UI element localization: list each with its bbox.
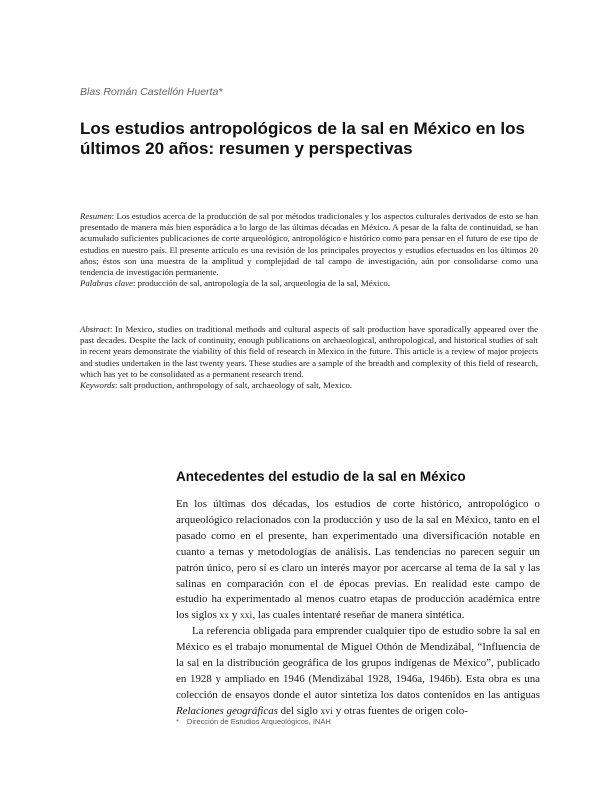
resumen-label: Resumen — [80, 211, 112, 221]
palabras-clave-text: : producción de sal, antropología de la sal, arqueología de la sal, México. — [133, 278, 390, 289]
paper-title: Los estudios antropológicos de la sal en México en los últimos 20 años: resumen y perspectivas — [80, 119, 525, 158]
abstract-block — [80, 324, 538, 391]
palabras-clave-label: Palabras clave — [80, 278, 134, 289]
relaciones-geograficas-title: Relaciones geográficas — [176, 704, 278, 717]
author-name: Blas Román Castellón Huerta* — [80, 86, 223, 98]
footnote-mark: * — [176, 717, 179, 726]
century-xvi: xvi — [320, 705, 333, 716]
resumen-text: : Los estudios acerca de la producción de sal por métodos tradicionales y los aspectos culturales derivados de esto se han presentado de manera más bien esporádica a lo largo de las últimas décadas en México. A pesar de la falta de continuidad, se han acumulado suficientes publicaciones de corte arqueológico, antropológico e histórico como para pensar en el futuro de ese tipo de estudios en nuestro país. El presente artículo es una revisión de los principales proyectos y estudios efectuados en los últimos 20 años; éstos son una muestra de la amplitud y complejidad de tal campo de investigación, aún por consolidarse como una tendencia de investigación permanente. — [80, 211, 538, 278]
palabras-clave-paragraph — [80, 278, 538, 289]
body-paragraph-1: En los últimas dos décadas, los estudios de corte histórico, antropológico o arqueológico relacionados con la producción y uso de la sal en México, tanto en el pasado como en el presente, han experimentado una diversificación notable en cuanto a temas y metodologías de análisis. Las tendencias no parecen seguir un patrón único, pero sí es claro un interés mayor por acercarse al tema de la sal y las salinas en comparación con el de épocas previas. En realidad este campo de estudio ha experimentado al menos cuatro etapas de producción académica entre los siglos xx y xxi, las cuales intentaré reseñar de manera sintética. — [176, 498, 540, 622]
century-xxi: xxi — [240, 610, 253, 621]
keywords-label: Keywords — [80, 380, 115, 391]
section-heading: Antecedentes del estudio de la sal en México — [176, 469, 466, 484]
abstract-paragraph — [80, 324, 538, 380]
resumen-block — [80, 211, 538, 289]
body-text — [176, 497, 540, 720]
abstract-label: Abstract — [80, 324, 110, 334]
footnote — [176, 717, 331, 726]
keywords-text: : salt production, anthropology of salt, archaeology of salt, Mexico. — [114, 380, 353, 391]
resumen-paragraph — [80, 211, 538, 278]
century-xx: xx — [219, 610, 230, 621]
footnote-text: Dirección de Estudios Arqueológicos, INAH — [186, 717, 331, 726]
abstract-text: : In Mexico, studies on traditional methods and cultural aspects of salt production have sporadically appeared over the past decades. Despite the lack of continuity, enough publications on archaeological, anthropological, and historical studies of salt in recent years demonstrate the viability of this field of research in Mexico in the future. This article is a review of major projects and studies undertaken in the last twenty years. These studies are a sample of the breadth and complexity of this field of research, which has yet to be consolidated as a permanent research trend. — [80, 324, 538, 379]
keywords-paragraph — [80, 380, 538, 391]
body-paragraph-2: La referencia obligada para emprender cualquier tipo de estudio sobre la sal en México es el trabajo monumental de Miguel Othón de Mendizábal, “Influencia de la sal en la distribución geográfica de los grupos indígenas de México”, publicado en 1928 y ampliado en 1946 (Mendizábal 1928, 1946a, 1946b). Esta obra es una colección de ensayos donde el autor sintetiza los datos contenidos en las antiguas Relaciones geográficas del siglo xvi y otras fuentes de origen colo- — [176, 625, 540, 717]
